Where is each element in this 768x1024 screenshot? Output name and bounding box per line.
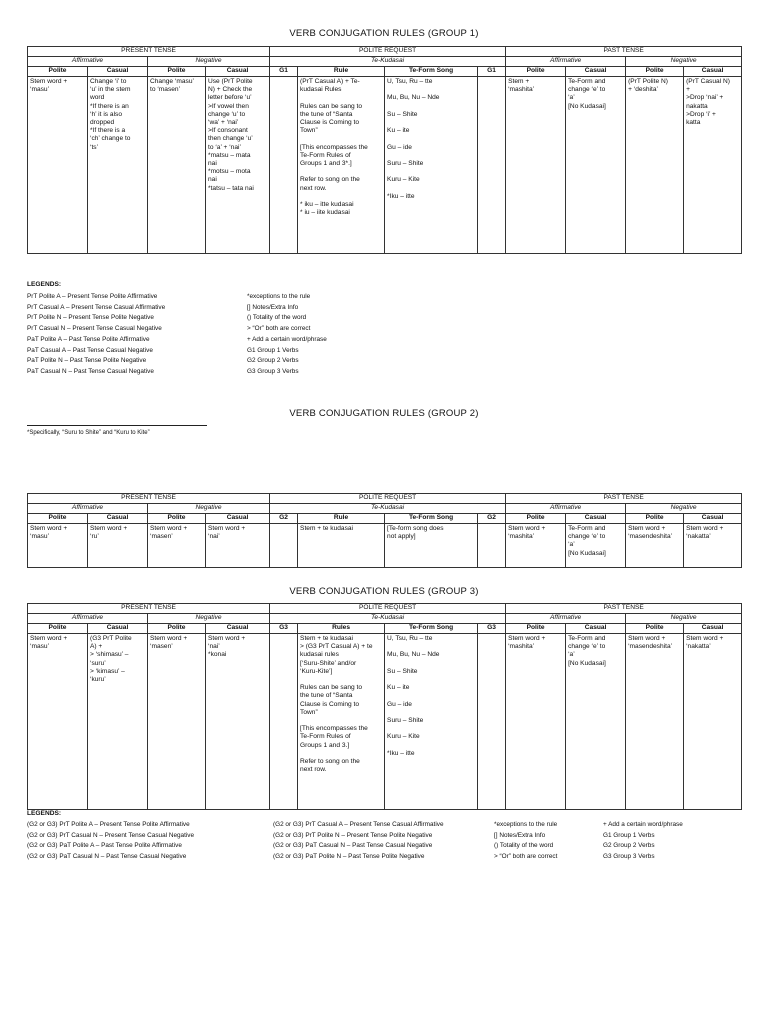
column-header: G2 [270,514,298,524]
column-header: Casual [206,514,270,524]
table-cell: [Te-form song does not apply] [385,524,478,568]
present-tense-header: PRESENT TENSE [28,494,270,504]
table-cell: (PrT Casual N) + >Drop ‘nai’ + nakatta >Drop ‘i’ + katta [684,77,742,254]
legend-item: + Add a certain word/phrase [603,821,683,828]
legend-item: (G2 or G3) PaT Polite N – Past Tense Polite Negative [273,853,425,861]
column-header: Casual [566,67,626,77]
legend-column [494,820,557,863]
polite-request-header: POLITE REQUEST [270,47,506,57]
table-cell: Stem word + ‘masen’ [148,524,206,568]
present-tense-header: PRESENT TENSE [28,604,270,614]
past-tense-header: PAST TENSE [506,47,742,57]
column-header: Casual [684,514,742,524]
column-header: Polite [28,67,88,77]
column-header: G1 [478,67,506,77]
legend-item: () Totality of the word [494,842,554,850]
table-cell: Stem word + ‘masendeshita’ [626,634,684,810]
legend-item: PaT Polite N – Past Tense Polite Negative [27,357,147,365]
legend-item: (G2 or G3) PaT Casual N – Past Tense Casual Negative [273,842,433,850]
column-header: Polite [148,624,206,634]
polite-request-header: POLITE REQUEST [270,604,506,614]
column-header: Polite [506,514,566,524]
present-affirmative-header: Affirmative [28,57,148,67]
column-header: Polite [28,514,88,524]
legend-item: PrT Polite N – Present Tense Polite Negative [27,314,154,322]
table-cell: Stem word + ‘nai’ [206,524,270,568]
legend-item: (G2 or G3) PrT Polite A – Present Tense Polite Affirmative [27,821,190,828]
present-negative-header: Negative [148,504,270,514]
column-header: G3 [478,624,506,634]
legend-item: G1 Group 1 Verbs [247,346,299,354]
group1-title: VERB CONJUGATION RULES (GROUP 1) [289,28,479,39]
legend-list-right [247,292,327,378]
present-negative-header: Negative [148,57,270,67]
column-header: Rule [298,67,385,77]
legend-item: *exceptions to the rule [494,821,558,828]
table-cell [270,77,298,254]
table-cell: Stem word + ‘masu’ [28,77,88,254]
table-cell: U, Tsu, Ru – tte Mu, Bu, Nu – Nde Su – Shite Ku – ite Gu – ide Suru – Shite Kuru – Kite *Iku – itte [385,77,478,254]
column-header: Casual [684,67,742,77]
table-cell [478,634,506,810]
legend-item: (G2 or G3) PrT Casual A – Present Tense Casual Affirmative [273,821,444,828]
table-cell: Stem word + ‘masu’ [28,634,88,810]
present-tense-header: PRESENT TENSE [28,47,270,57]
past-negative-header: Negative [626,614,742,624]
table-cell: Change ‘masu’ to ‘masen’ [148,77,206,254]
table-cell: Stem word + ‘ru’ [88,524,148,568]
te-kudasai-header: Te-Kudasai [270,57,506,67]
table-cell: Stem word + ‘mashita’ [506,524,566,568]
column-header: G3 [270,624,298,634]
past-affirmative-header: Affirmative [506,504,626,514]
present-negative-header: Negative [148,614,270,624]
table-cell: (PrT Polite N) + ‘deshita’ [626,77,684,254]
table-cell: Stem + ‘mashita’ [506,77,566,254]
column-header: Polite [28,624,88,634]
table-cell [270,524,298,568]
legend-item: (G2 or G3) PrT Casual N – Present Tense Casual Negative [27,831,195,839]
legend-item: PaT Polite A – Past Tense Polite Affirmative [27,335,150,343]
legend-column [273,820,444,863]
legend-item: > “Or” both are correct [494,853,558,861]
table-cell: Stem word + ‘nakatta’ [684,634,742,810]
table-cell: U, Tsu, Ru – tte Mu, Bu, Nu – Nde Su – Shite Ku – ite Gu – ide Suru – Shite Kuru – Kite *Iku – itte [385,634,478,810]
table-cell: Use (PrT Polite N) + Check the letter before ‘u’ >If vowel then change ‘u’ to ‘wa’ + ‘nai’ >If consonant then change ‘u’ to ‘a’ + ‘nai’ *matsu – mata nai *motsu – mota nai *tatsu – tata nai [206,77,270,254]
legend-item: [] Notes/Extra Info [494,831,546,839]
column-header: Polite [506,67,566,77]
table-cell: Te-Form and change ‘e’ to ‘a’ [No Kudasai] [566,634,626,810]
table-cell: Te-Form and change ‘e’ to ‘a’ [No Kudasai] [566,524,626,568]
column-header: G2 [478,514,506,524]
column-header: Casual [206,67,270,77]
legend-item: > “Or” both are correct [247,325,311,333]
legend-item: G2 Group 2 Verbs [603,842,655,850]
te-kudasai-header: Te-Kudasai [270,504,506,514]
column-header: Casual [566,624,626,634]
column-header: Casual [684,624,742,634]
legend-item: (G2 or G3) PrT Polite N – Present Tense Polite Negative [273,831,433,839]
legend-column [603,820,683,863]
table-cell [270,634,298,810]
legend-item: *exceptions to the rule [247,293,311,300]
legend-item: PaT Casual A – Past Tense Casual Negative [27,346,153,354]
legend-item: PrT Casual A – Present Tense Casual Affirmative [27,303,166,311]
legend-item: PrT Polite A – Present Tense Polite Affirmative [27,293,158,300]
group3-title: VERB CONJUGATION RULES (GROUP 3) [289,586,479,597]
polite-request-header: POLITE REQUEST [270,494,506,504]
table-cell: (G3 PrT Polite A) + > ‘shimasu’ – ‘suru’ > ‘kimasu’ – ‘kuru’ [88,634,148,810]
column-header: Casual [88,514,148,524]
te-kudasai-header: Te-Kudasai [270,614,506,624]
table-cell [478,77,506,254]
past-tense-header: PAST TENSE [506,494,742,504]
legend-item: G3 Group 3 Verbs [603,853,655,861]
past-affirmative-header: Affirmative [506,614,626,624]
column-header: Rule [298,514,385,524]
table-cell: Stem + te kudasai > (G3 PrT Casual A) + te kudasai rules [‘Suru-Shite’ and/or ‘Kuru-Kite’] Rules can be sang to the tune of “Santa Clause is Coming to Town” [This encompasses the Te-Form Rules of Groups 1 and 3.] Refer to song on the next row. [298,634,385,810]
group3-table [27,603,742,810]
table-cell: Te-Form and change ‘e’ to ‘a’ [No Kudasai] [566,77,626,254]
present-affirmative-header: Affirmative [28,504,148,514]
past-negative-header: Negative [626,57,742,67]
legend-item: + Add a certain word/phrase [247,335,327,343]
legends-title: LEGENDS: [27,281,62,288]
table-cell: Stem word + ‘nai’ *konai [206,634,270,810]
legend-item: PaT Casual N – Past Tense Casual Negative [27,367,154,375]
group2-title: VERB CONJUGATION RULES (GROUP 2) [289,408,479,419]
column-header: Polite [148,67,206,77]
group1-table [27,46,742,254]
table-cell: Stem word + ‘nakatta’ [684,524,742,568]
legend-item: (G2 or G3) PaT Polite A – Past Tense Polite Affirmative [27,842,182,850]
group2-table [27,493,742,568]
table-cell: Stem word + ‘masu’ [28,524,88,568]
footnote: *Specifically, “Suru to Shite” and “Kuru to Kite” [27,430,150,436]
legend-list-left [27,292,165,378]
legends-title: LEGENDS: [27,810,62,817]
legend-item: (G2 or G3) PaT Casual N – Past Tense Casual Negative [27,853,187,861]
table-cell [478,524,506,568]
legend-item: G1 Group 1 Verbs [603,831,655,839]
column-header: Te-Form Song [385,514,478,524]
legend-column [27,820,194,863]
past-affirmative-header: Affirmative [506,57,626,67]
legend-item: G3 Group 3 Verbs [247,367,299,375]
column-header: Polite [626,67,684,77]
column-header: G1 [270,67,298,77]
column-header: Te-Form Song [385,624,478,634]
column-header: Casual [566,514,626,524]
legend-item: () Totality of the word [247,314,307,322]
footnote-divider [27,425,207,426]
past-tense-header: PAST TENSE [506,604,742,614]
column-header: Polite [506,624,566,634]
table-cell: Stem word + ‘masen’ [148,634,206,810]
present-affirmative-header: Affirmative [28,614,148,624]
column-header: Polite [626,624,684,634]
legend-item: [] Notes/Extra Info [247,303,299,311]
legend-item: G2 Group 2 Verbs [247,357,299,365]
column-header: Casual [88,67,148,77]
column-header: Polite [148,514,206,524]
table-cell: Stem + te kudasai [298,524,385,568]
table-cell: Stem word + ‘mashita’ [506,634,566,810]
column-header: Casual [206,624,270,634]
column-header: Polite [626,514,684,524]
column-header: Rules [298,624,385,634]
table-cell: Stem word + ‘masendeshita’ [626,524,684,568]
table-cell: Change ‘i’ to ‘u’ in the stem word *If there is an ‘h’ it is also dropped *If there is a ‘ch’ change to ‘ts’ [88,77,148,254]
legend-item: PrT Casual N – Present Tense Casual Negative [27,325,162,333]
table-cell: (PrT Casual A) + Te- kudasai Rules Rules can be sang to the tune of “Santa Clause is Coming to Town” [This encompasses the Te-Form Rules of Groups 1 and 3*.] Refer to song on the next row. * iku – itte kudasai * iu – iite kudasai [298,77,385,254]
column-header: Te-Form Song [385,67,478,77]
column-header: Casual [88,624,148,634]
past-negative-header: Negative [626,504,742,514]
